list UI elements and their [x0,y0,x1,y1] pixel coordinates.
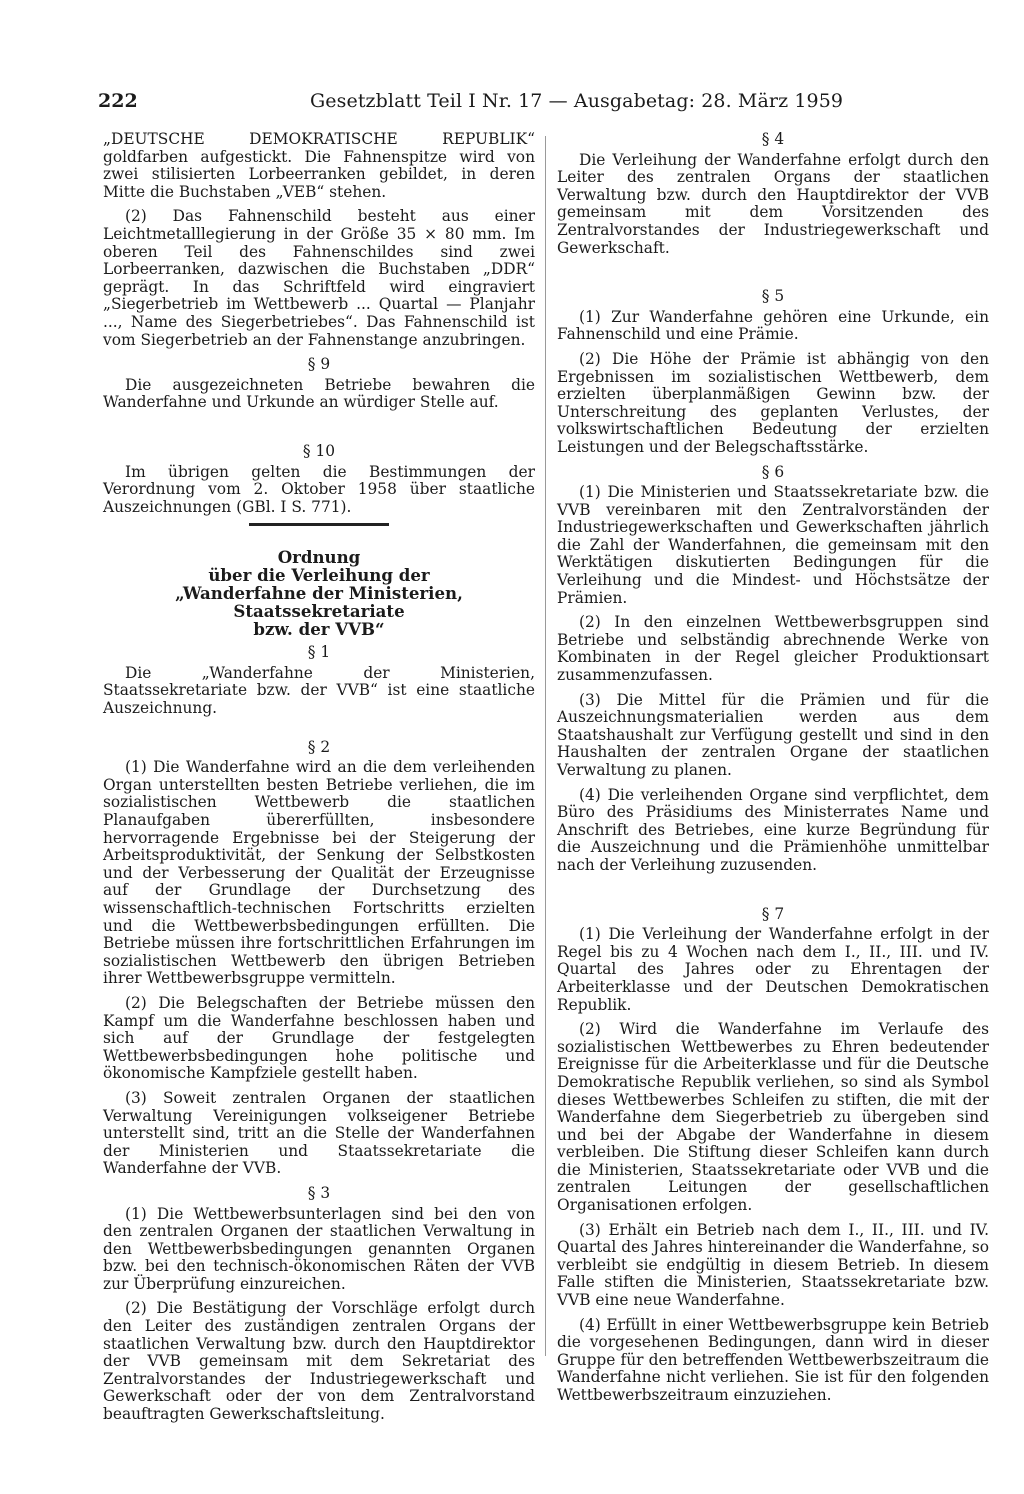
section-heading: § 6 [761,462,785,481]
paragraph: Die ausgezeichneten Betriebe bewahren die Wanderfahne und Urkunde an würdiger Stelle auf. [103,375,535,412]
paragraph: (1) Die Wettbewerbsunterlagen sind bei den von den zentralen Organen der staatlichen Verwaltung in den Wettbewerbsbedingungen genannten Organen bzw. bei den technisch-ökonomischen Räten der VVB zur Überprüfung einzureichen. [103,1204,535,1293]
ordnung-title-line: Ordnung [277,547,361,568]
ordnung-title-line: über die Verleihung der [208,565,430,586]
paragraph: Im übrigen gelten die Bestimmungen der Verordnung vom 2. Oktober 1958 über staatliche Auszeichnungen (GBl. I S. 771). [103,462,535,516]
paragraph: (2) In den einzelnen Wettbewerbsgruppen sind Betriebe und selbständig abrechnende Werke von Kombinaten in der Regel gleicher Produktionsart zusammenzufassen. [557,613,989,685]
paragraph: (2) Die Bestätigung der Vorschläge erfolgt durch den Leiter des zuständigen zentralen Organs der staatlichen Verwaltung bzw. durch den Hauptdirektor der VVB gemeinsam mit dem Sekretariat des Zentralvorstandes der Industriegewerkschaft und Gewerkschaft oder der von dem Zentralvorstand beauftragten Gewerkschaftsleitung. [103,1299,535,1424]
ordnung-title-line: „Wanderfahne der Ministerien, Staatssekretariate [175,583,463,622]
paragraph: (4) Die verleihenden Organe sind verpflichtet, dem Büro des Präsidiums des Ministerrates Name und Anschrift des Betriebes, eine kurze Begründung für die Auszeichnung und die Prämienhöhe unmittelbar nach der Verleihung zuzusenden. [557,785,989,874]
section-heading: § 3 [307,1183,331,1202]
paragraph: (3) Soweit zentralen Organen der staatlichen Verwaltung Vereinigungen volkseigener Betriebe unterstellt sind, tritt an die Stelle der Wanderfahnen der Ministerien und Staatssekretariate die Wanderfahne der VVB. [103,1088,535,1178]
left-column [103,131,535,1431]
section-heading: § 4 [761,130,785,148]
paragraph: Die „Wanderfahne der Ministerien, Staatssekretariate bzw. der VVB“ ist eine staatliche Auszeichnung. [103,663,535,718]
section-heading: § 5 [761,287,785,306]
page-number: 222 [98,90,138,112]
paragraph: (1) Die Wanderfahne wird an die dem verleihenden Organ unterstellten besten Betriebe verliehen, die im sozialistischen Wettbewerb die staatlichen Planaufgaben übererfüllten, insbesondere hervorragende Ergebnisse bei der Steigerung der Arbeitsproduktivität, der Senkung der Selbstkosten und der Verbesserung der Qualität der Erzeugnisse auf der Grundlage der Durchsetzung des wissenschaftlich-technischen Fortschritts erzielten und die Wettbewerbsbedingungen erfüllten. Die Betriebe müssen ihre fortschrittlichen Erfahrungen im sozialistischen Wettbewerb den übrigen Betrieben ihrer Wettbewerbsgruppe vermitteln. [103,758,535,988]
paragraph: (2) Wird die Wanderfahne im Verlaufe des sozialistischen Wettbewerbes zu Ehren bedeutender Ereignisse für die Arbeiterklasse und für die Deutsche Demokratische Republik verliehen, so sind als Symbol dieses Wettbewerbes Schleifen zu stiften, die mit der Wanderfahne dem Siegerbetrieb zu übergeben sind und bei der Abgabe der Wanderfahne in diesem verbleiben. Die Stiftung dieser Schleifen kann durch die Ministerien, Staatssekretariate oder VVB und die zentralen Leitungen der gesellschaftlichen Organisationen erfolgen. [557,1020,989,1215]
section-heading: § 9 [307,355,331,374]
paragraph: (4) Erfüllt in einer Wettbewerbsgruppe kein Betrieb die vorgesehenen Bedingungen, dann wird in dieser Gruppe für den betreffenden Wettbewerbszeitraum die Wanderfahne nicht verliehen. Sie ist für den folgenden Wettbewerbszeitraum einzuziehen. [557,1315,989,1404]
paragraph: (1) Die Ministerien und Staatssekretariate bzw. die VVB vereinbaren mit den Zentralvorständen der Industriegewerkschaften und Gewerkschaften jährlich die Zahl der Wanderfahnen, die gemeinsam mit den Werktätigen diskutierten Bedingungen für die Verleihung und die Mindest- und Höchstsätze der Prämien. [557,483,989,607]
ordnung-title [103,548,535,638]
paragraph: (2) Das Fahnenschild besteht aus einer Leichtmetalllegierung in der Größe 35 × 80 mm. Im oberen Teil des Fahnenschildes sind zwei Lorbeerranken, dazwischen die Buchstaben „DDR“ geprägt. In das Schriftfeld wird eingraviert „Siegerbetrieb im Wettbewerb ... Quartal — Planjahr ..., Name des Siegerbetriebes“. Das Fahnenschild ist vom Siegerbetrieb an der Fahnenstange anzubringen. [103,207,535,349]
paragraph: (1) Die Verleihung der Wanderfahne erfolgt in der Regel bis zu 4 Wochen nach dem I., II., III. und IV. Quartal des Jahres oder zu Ehrentagen der Arbeiterklasse und der Deutschen Demokratischen Republik. [557,925,989,1014]
paragraph: (3) Die Mittel für die Prämien und für die Auszeichnungsmaterialien werden aus dem Staatshaushalt zur Verfügung gestellt und sind in den Haushalten der zentralen Organe der staatlichen Verwaltung zu planen. [557,690,989,779]
paragraph: (1) Zur Wanderfahne gehören eine Urkunde, ein Fahnenschild und eine Prämie. [557,307,989,344]
section-divider [249,523,389,526]
header-title: Gesetzblatt Teil I Nr. 17 — Ausgabetag: 28. März 1959 [310,90,844,112]
column-rule [545,136,546,1356]
paragraph: Die Verleihung der Wanderfahne erfolgt durch den Leiter des zentralen Organs der staatlichen Verwaltung bzw. durch den Hauptdirektor der VVB gemeinsam mit dem Vorsitzenden des Zentralvorstandes der Industriegewerkschaft und Gewerkschaft. [557,150,989,257]
section-heading: § 7 [761,904,785,923]
paragraph: „DEUTSCHE DEMOKRATISCHE REPUBLIK“ goldfarben aufgestickt. Die Fahnenspitze wird von zwei stilisierten Lorbeerranken gebildet, in deren Mitte die Buchstaben „VEB“ stehen. [103,130,535,201]
ordnung-title-line: bzw. der VVB“ [253,619,385,640]
paragraph: (3) Erhält ein Betrieb nach dem I., II., III. und IV. Quartal des Jahres hintereinander die Wanderfahne, so verbleibt sie endgültig in diesem Betrieb. In diesem Falle stiften die Ministerien, Staatssekretariate bzw. VVB eine neue Wanderfahne. [557,1220,989,1310]
paragraph: (2) Die Höhe der Prämie ist abhängig von den Ergebnissen im sozialistischen Wettbewerb, dem erzielten überplanmäßigen Gewinn bzw. der Unterschreitung des geplanten Verlustes, der volkswirtschaftlichen Bedeutung der erzielten Leistungen und der Belegschaftsstärke. [557,349,989,456]
section-heading: § 2 [307,737,331,756]
paragraph: (2) Die Belegschaften der Betriebe müssen den Kampf um die Wanderfahne beschlossen haben und sich auf der Grundlage der festgelegten Wettbewerbsbedingungen hohe politische und ökonomische Kampfziele gestellt haben. [103,993,535,1083]
section-heading: § 10 [302,441,336,460]
page-header [98,90,984,116]
section-heading: § 1 [307,643,331,662]
right-column [557,131,989,1412]
